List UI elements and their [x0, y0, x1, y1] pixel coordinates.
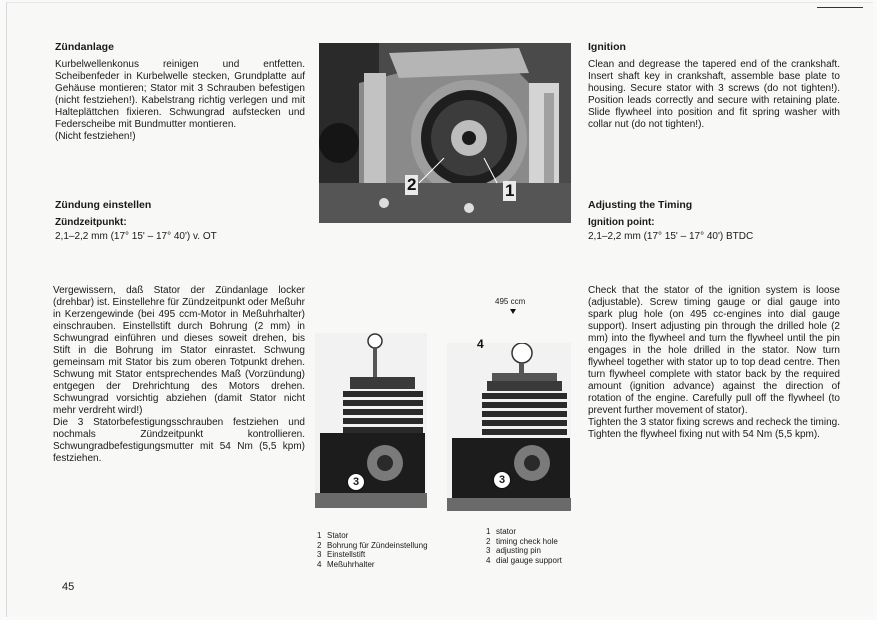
engine-right-illustration [447, 343, 571, 511]
en-ignition-text: Clean and degrease the tapered end of the crankshaft. Insert shaft key in crankshaft, assemble base plate to housing. Secure stator with 3 screws (do not tighten!). Position leads correctly and secure with retaining plate. Slide flywheel into position and fit spring washer with collar nut (do not tighten!). [588, 59, 840, 130]
page-number: 45 [62, 581, 75, 593]
engine-dial-gauge-photo-right [447, 343, 571, 511]
legend-de [317, 531, 467, 569]
legend-de-item: 1 Stator [317, 531, 349, 540]
cc-label: 495 ccm [495, 297, 526, 306]
manual-page [6, 2, 873, 617]
engine-left-illustration [315, 333, 427, 508]
de-procedure-text2: Die 3 Statorbefestigungsschrauben festziehen und nochmals Zündzeitpunkt kontrollieren. Schwungradbefestigungsmutter mit 54 Nm (5,5 kpm) festziehen. [53, 417, 305, 464]
de-timing-sub: Zündzeitpunkt: [55, 217, 127, 228]
legend-en-item: 4 dial gauge support [486, 555, 562, 565]
legend-en [486, 527, 596, 565]
de-ignition-section [55, 41, 305, 143]
callout-4: 4 [477, 337, 484, 351]
callout-3-right: 3 [493, 471, 511, 489]
legend-en-item: 3 adjusting pin [486, 546, 541, 555]
cc-arrow-icon [510, 309, 516, 314]
en-procedure-text: Check that the stator of the ignition system is loose (adjustable). Screw timing gauge or dial gauge into spark plug hole (on 495 cc-engines into dial gauge support). Insert adjusting pin through the drilled hole (2 mm) into the flywheel and turn the flywheel until the pin engages in the hole drilled in the stator. Now turn flywheel together with stator up to top dead centre. Then turn flywheel complete with stator back by the required amount (ignition advance) against the direction of rotation of the engine. Carefully pull off the flywheel (to prevent further movement of stator). [588, 285, 840, 416]
de-timing-title: Zündung einstellen [55, 199, 152, 211]
de-ignition-text: Kurbelwellenkonus reinigen und entfetten. Scheibenfeder in Kurbelwelle stecken, Grundplatte auf Gehäuse montieren; Stator mit 3 Schrauben befestigen (nicht festziehen!). Kabelstrang richtig verlegen und mit Halteplättchen fixieren. Schwungrad aufstecken und Federscheibe mit Bundmutter montieren. [55, 59, 305, 130]
callout-3-left: 3 [347, 473, 365, 491]
callout-1: 1 [505, 181, 515, 200]
en-procedure-text2: Tighten the 3 stator fixing screws and recheck the timing. Tighten the flywheel fixing nut with 54 Nm (5,5 kpm). [588, 417, 840, 440]
engine-dial-gauge-photo-left [315, 333, 427, 508]
de-procedure-text: Vergewissern, daß Stator der Zündanlage locker (drehbar) ist. Einstellehre für Zündzeitpunkt oder Meßuhr in Kerzengewinde (bei 495 ccm-Motor in Meßuhrhalter) einschrauben. Einstellstift durch Bohrung (2 mm) in Schwungrad einführen und dieses soweit drehen, bis Stift in die Bohrung im Stator einrastet. Schwung gemeinsam mit Stator bis zum oberen Totpunkt drehen. Schwung mit Stator entsprechendes Maß (Vorzündung) entgegen der Drehrichtung des Motors drehen. Schwungrad vorsichtig abziehen (damit Stator nicht mehr verdreht wird!) [53, 285, 305, 416]
legend-en-item: 2 timing check hole [486, 536, 558, 546]
en-ignition-section [588, 41, 840, 131]
legend-de-item: 3 Einstellstift [317, 550, 366, 559]
en-timing-value: 2,1–2,2 mm (17° 15' – 17° 40') BTDC [588, 231, 754, 242]
de-timing-section [55, 199, 305, 243]
de-ignition-note: (Nicht festziehen!) [55, 131, 136, 142]
stator-flywheel-photo [319, 43, 571, 223]
en-timing-sub: Ignition point: [588, 217, 655, 228]
en-timing-title: Adjusting the Timing [588, 199, 693, 211]
legend-de-item: 2 Bohrung für Zündeinstellung [317, 540, 428, 550]
en-procedure-section [588, 285, 840, 441]
callout-2: 2 [407, 175, 417, 194]
en-ignition-title: Ignition [588, 41, 626, 53]
de-procedure-section [53, 285, 305, 465]
en-timing-section [588, 199, 840, 243]
de-ignition-title: Zündanlage [55, 41, 114, 53]
legend-de-item: 4 Meßuhrhalter [317, 559, 375, 569]
corner-mark [817, 7, 863, 8]
de-timing-value: 2,1–2,2 mm (17° 15' – 17° 40') v. OT [55, 231, 217, 242]
stator-flywheel-illustration [319, 43, 571, 223]
legend-en-item: 1 stator [486, 527, 517, 536]
